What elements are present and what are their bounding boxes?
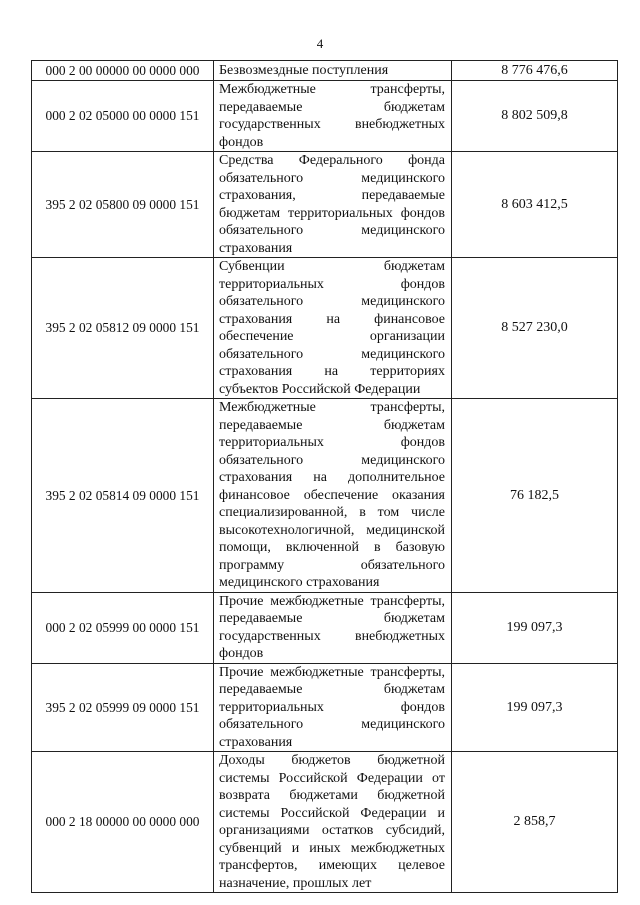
budget-code-cell: 000 2 18 00000 00 0000 000 xyxy=(32,752,214,893)
budget-code-cell: 000 2 00 00000 00 0000 000 xyxy=(32,61,214,81)
budget-code-cell: 395 2 02 05814 09 0000 151 xyxy=(32,399,214,593)
budget-code-cell: 395 2 02 05812 09 0000 151 xyxy=(32,258,214,399)
table-row xyxy=(32,152,618,258)
table-row xyxy=(32,592,618,663)
page-number: 4 xyxy=(316,36,324,51)
budget-code-cell: 000 2 02 05000 00 0000 151 xyxy=(32,81,214,152)
revenue-name-cell: Межбюджетные трансферты, передаваемые бюджетам территориальных фондов обязательного медицинского страхования на дополнительное финансовое обеспечение оказания специализированной, в том числе высокотехнологичной, медицинской помощи, включенной в базовую программу обязательного медицинского страхования xyxy=(214,399,452,593)
revenue-name-cell: Субвенции бюджетам территориальных фондов обязательного медицинского страхования на финансовое обеспечение организации обязательного медицинского страхования на территориях субъектов Российской Федерации xyxy=(214,258,452,399)
revenue-name-cell: Прочие межбюджетные трансферты, передаваемые бюджетам государственных внебюджетных фондов xyxy=(214,592,452,663)
revenue-name-cell: Безвозмездные поступления xyxy=(214,61,452,81)
budget-code-cell: 395 2 02 05999 09 0000 151 xyxy=(32,663,214,752)
revenue-name-cell: Средства Федерального фонда обязательного медицинского страхования, передаваемые бюджетам территориальных фондов обязательного медицинского страхования xyxy=(214,152,452,258)
table-row xyxy=(32,61,618,81)
table-row xyxy=(32,258,618,399)
revenue-table xyxy=(31,60,618,893)
table-row xyxy=(32,752,618,893)
amount-cell: 199 097,3 xyxy=(452,592,618,663)
amount-cell: 8 603 412,5 xyxy=(452,152,618,258)
revenue-name-cell: Доходы бюджетов бюджетной системы Российской Федерации от возврата бюджетами бюджетной системы Российской Федерации и организациями остатков субсидий, субвенций и иных межбюджетных трансфертов, имеющих целевое назначение, прошлых лет xyxy=(214,752,452,893)
revenue-name-cell: Прочие межбюджетные трансферты, передаваемые бюджетам территориальных фондов обязательного медицинского страхования xyxy=(214,663,452,752)
table-row xyxy=(32,81,618,152)
revenue-name-cell: Межбюджетные трансферты, передаваемые бюджетам государственных внебюджетных фондов xyxy=(214,81,452,152)
amount-cell: 8 776 476,6 xyxy=(452,61,618,81)
amount-cell: 8 802 509,8 xyxy=(452,81,618,152)
table-row xyxy=(32,399,618,593)
amount-cell: 76 182,5 xyxy=(452,399,618,593)
amount-cell: 2 858,7 xyxy=(452,752,618,893)
table-row xyxy=(32,663,618,752)
amount-cell: 199 097,3 xyxy=(452,663,618,752)
budget-code-cell: 395 2 02 05800 09 0000 151 xyxy=(32,152,214,258)
budget-code-cell: 000 2 02 05999 00 0000 151 xyxy=(32,592,214,663)
amount-cell: 8 527 230,0 xyxy=(452,258,618,399)
